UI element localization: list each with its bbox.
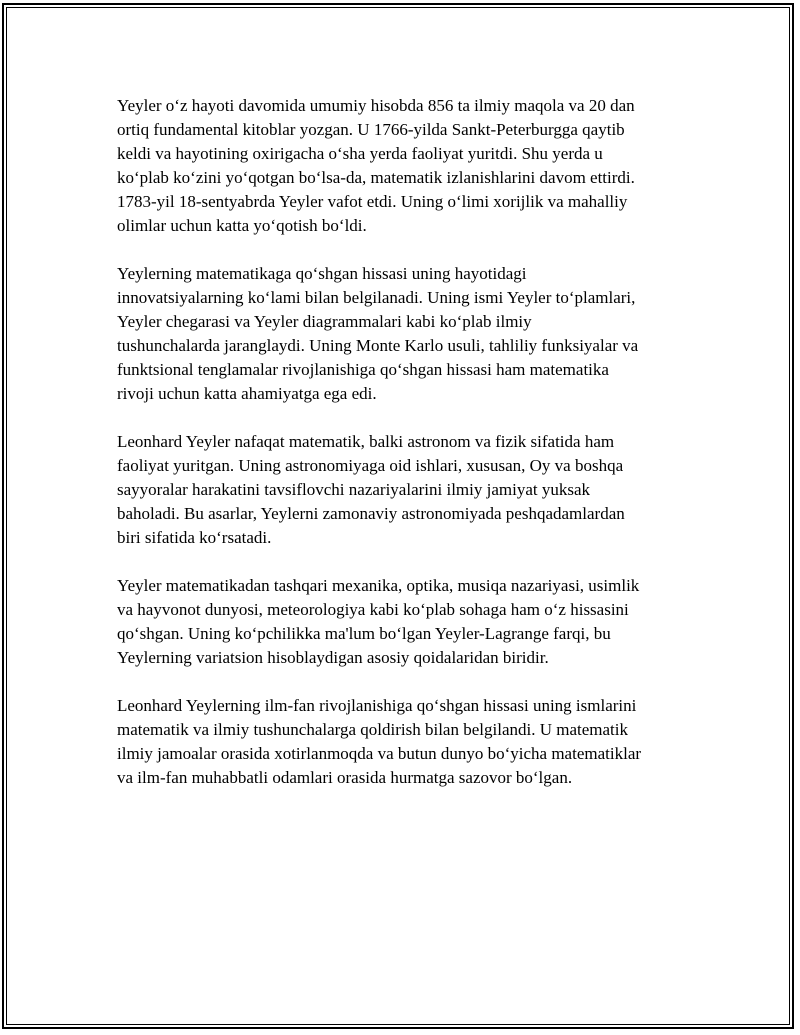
text-line: tushunchalarda jaranglaydi. Uning Monte Karlo usuli, tahliliy funksiyalar va [117,336,639,355]
paragraph-1 [117,94,687,238]
text-line: rivoji uchun katta ahamiyatga ega edi. [117,384,377,403]
text-line: ortiq fundamental kitoblar yozgan. U 1766-yilda Sankt-Peterburgga qaytib [117,120,625,139]
paragraph-2 [117,262,687,406]
text-line: koʻplab koʻzini yoʻqotgan boʻlsa-da, matematik izlanishlarini davom ettirdi. [117,168,635,187]
text-line: baholadi. Bu asarlar, Yeylerni zamonaviy astronomiyada peshqadamlardan [117,504,625,523]
paragraph-5 [117,694,687,790]
text-line: matematik va ilmiy tushunchalarga qoldirish bilan belgilandi. U matematik [117,720,628,739]
text-line: Yeylerning variatsion hisoblaydigan asosiy qoidalaridan biridir. [117,648,549,667]
document-body [117,94,687,814]
text-line: Yeyler matematikadan tashqari mexanika, optika, musiqa nazariyasi, usimlik [117,576,640,595]
text-line: Leonhard Yeylerning ilm-fan rivojlanishiga qoʻshgan hissasi uning ismlarini [117,696,637,715]
text-line: faoliyat yuritgan. Uning astronomiyaga oid ishlari, xususan, Oy va boshqa [117,456,624,475]
text-line: olimlar uchun katta yoʻqotish boʻldi. [117,216,367,235]
text-line: qoʻshgan. Uning koʻpchilikka ma'lum boʻlgan Yeyler-Lagrange farqi, bu [117,624,611,643]
text-line: va hayvonot dunyosi, meteorologiya kabi koʻplab sohaga ham oʻz hissasini [117,600,629,619]
text-line: ilmiy jamoalar orasida xotirlanmoqda va butun dunyo boʻyicha matematiklar [117,744,642,763]
text-line: Yeylerning matematikaga qoʻshgan hissasi uning hayotidagi [117,264,527,283]
text-line: funktsional tenglamalar rivojlanishiga qoʻshgan hissasi ham matematika [117,360,609,379]
text-line: 1783-yil 18-sentyabrda Yeyler vafot etdi. Uning oʻlimi xorijlik va mahalliy [117,192,628,211]
text-line: Leonhard Yeyler nafaqat matematik, balki astronom va fizik sifatida ham [117,432,615,451]
text-line: Yeyler oʻz hayoti davomida umumiy hisobda 856 ta ilmiy maqola va 20 dan [117,96,635,115]
text-line: keldi va hayotining oxirigacha oʻsha yerda faoliyat yuritdi. Shu yerda u [117,144,603,163]
text-line: sayyoralar harakatini tavsiflovchi nazariyalarini ilmiy jamiyat yuksak [117,480,591,499]
paragraph-4 [117,574,687,670]
text-line: Yeyler chegarasi va Yeyler diagrammalari kabi koʻplab ilmiy [117,312,532,331]
text-line: innovatsiyalarning koʻlami bilan belgilanadi. Uning ismi Yeyler toʻplamlari, [117,288,636,307]
paragraph-3 [117,430,687,550]
text-line: biri sifatida koʻrsatadi. [117,528,272,547]
text-line: va ilm-fan muhabbatli odamlari orasida hurmatga sazovor boʻlgan. [117,768,573,787]
